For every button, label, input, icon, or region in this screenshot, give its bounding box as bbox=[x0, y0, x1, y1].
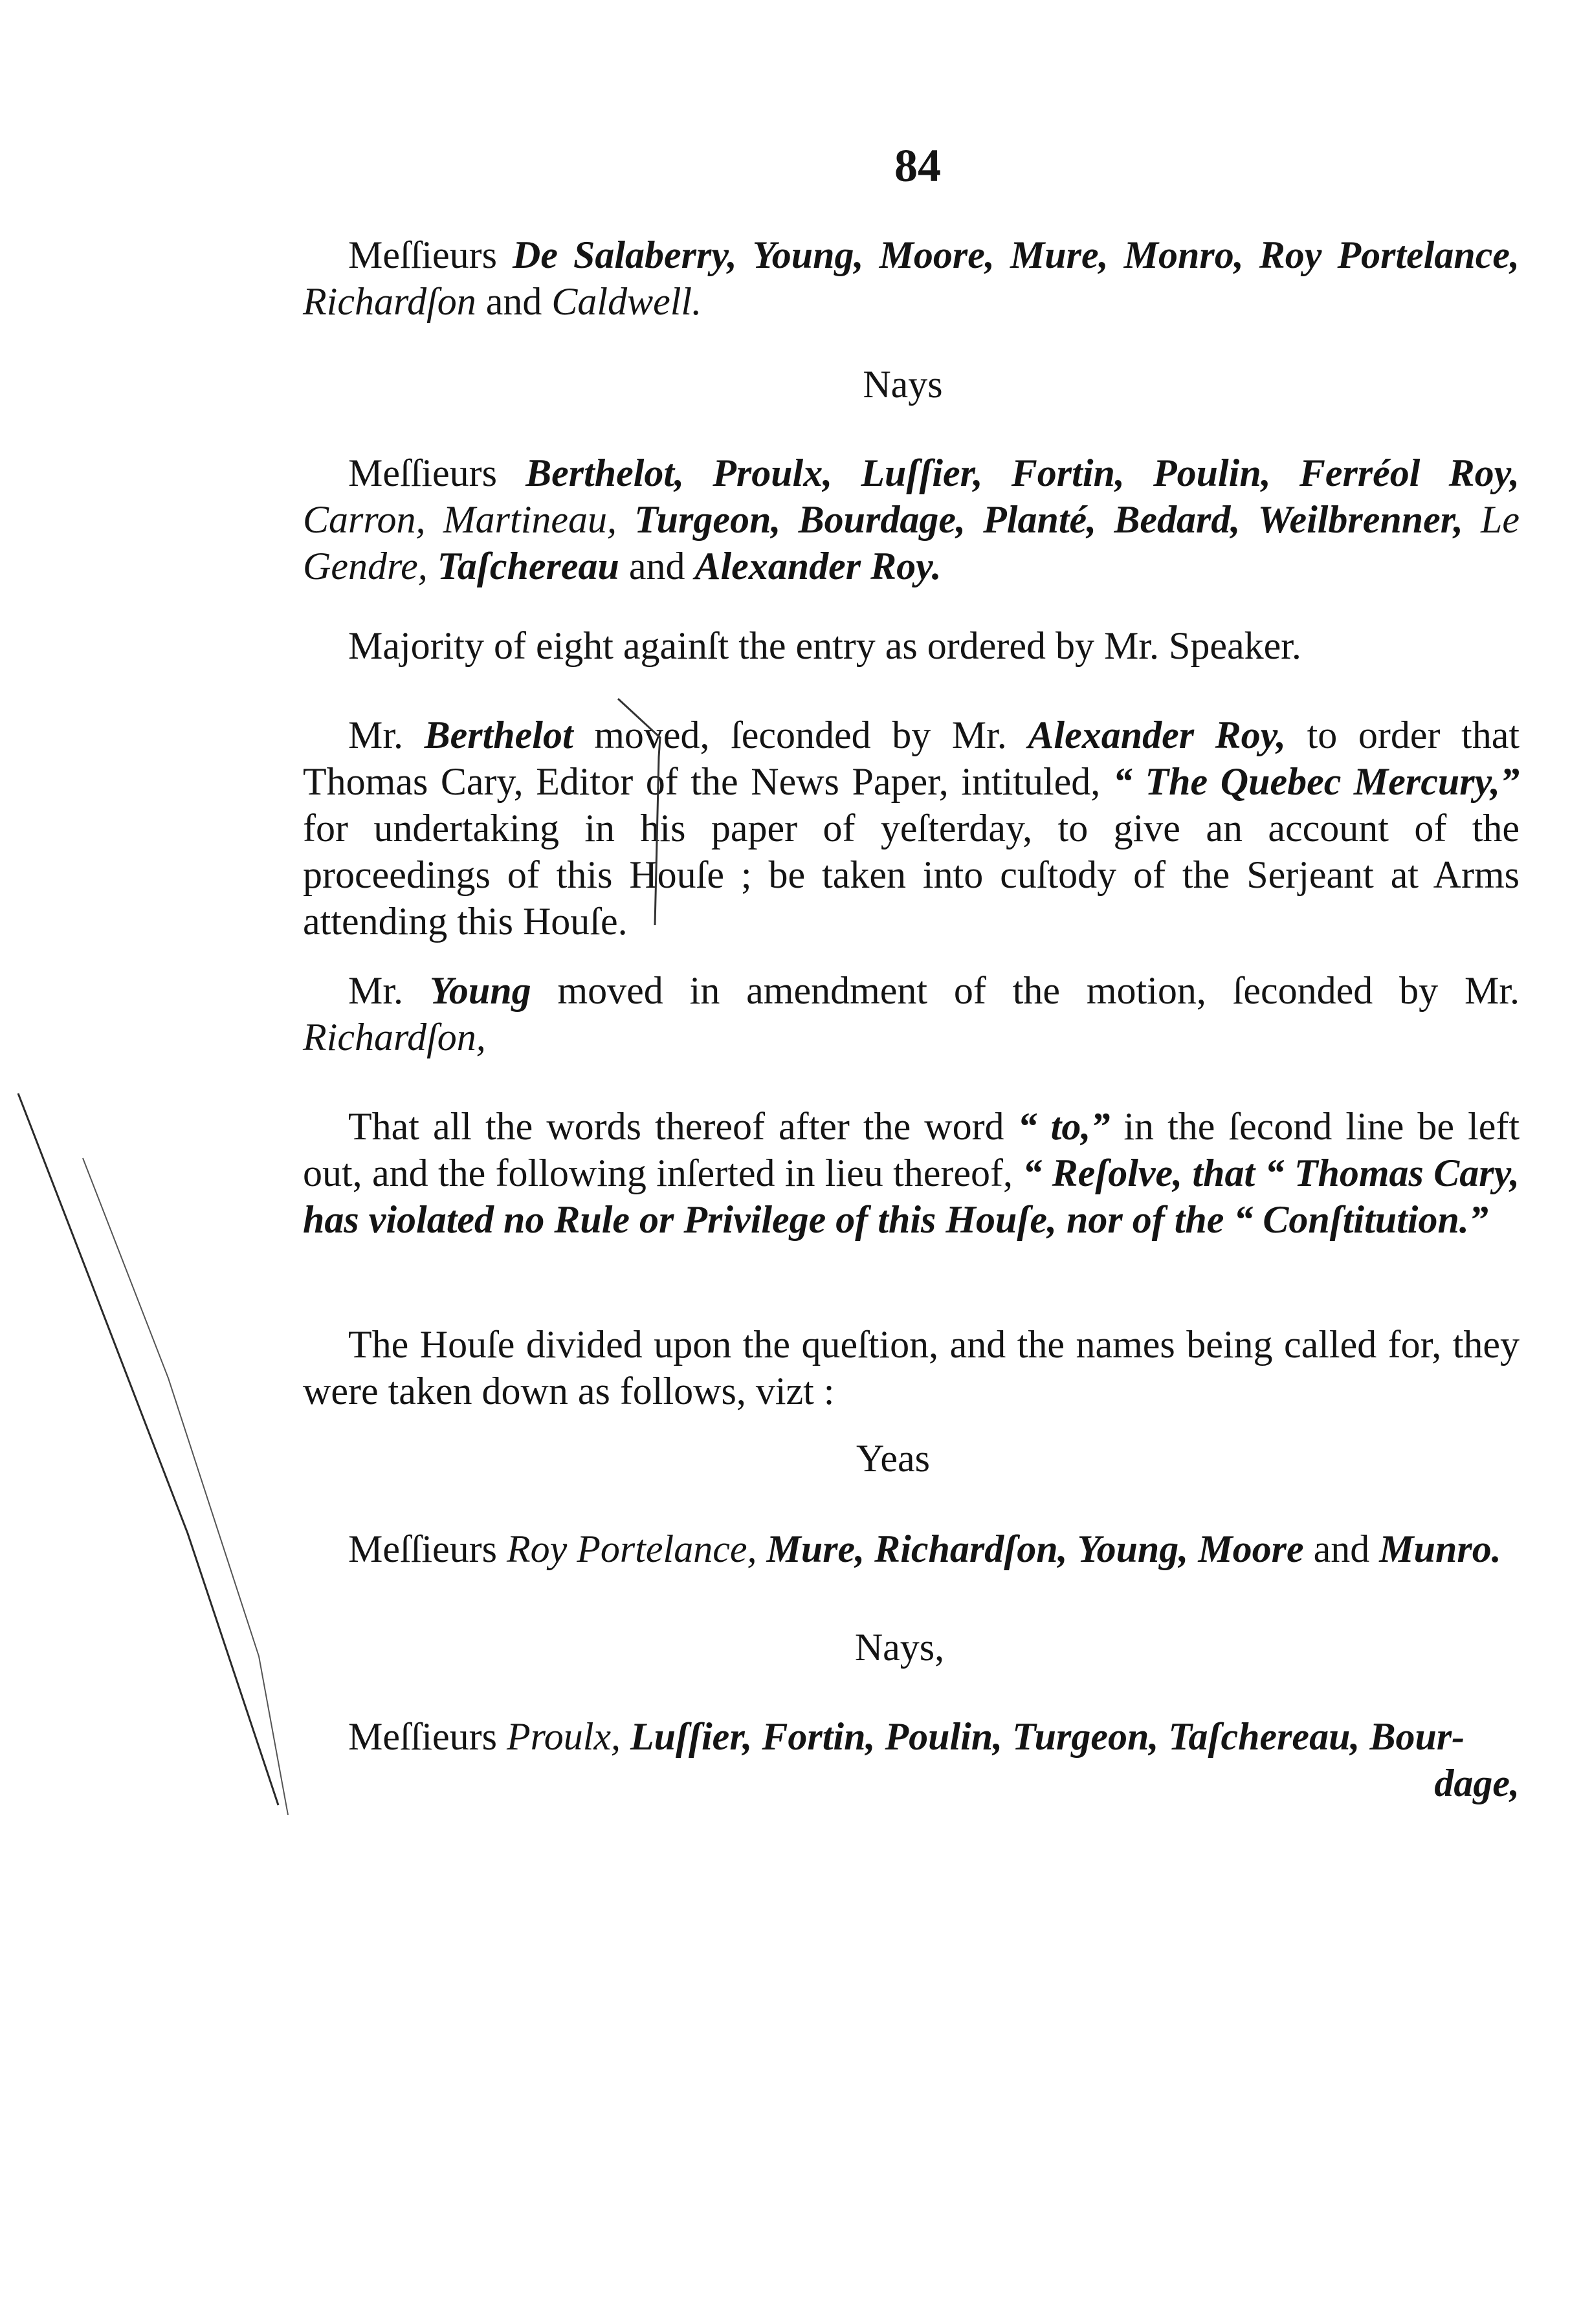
member-name: Monro, bbox=[1123, 234, 1244, 276]
member-name: Young, bbox=[1077, 1528, 1189, 1570]
member-name: Luſſier, bbox=[861, 452, 983, 494]
member-name: Bour- bbox=[1369, 1715, 1465, 1758]
member-name: Caldwell. bbox=[551, 280, 702, 323]
member-name: Poulin, bbox=[1153, 452, 1271, 494]
mover-name: Young bbox=[429, 969, 531, 1012]
motion-text: to order that Thomas Cary, Editor of the News Paper, intituled, bbox=[303, 714, 1520, 803]
member-name: Proulx, bbox=[506, 1715, 621, 1758]
member-name: Weilbrenner, bbox=[1257, 498, 1463, 541]
heading-nays: Nays bbox=[863, 363, 943, 406]
list-joiner: and bbox=[1313, 1528, 1370, 1570]
motion-text: for undertaking in his paper of yeſterday, to give an account of the proceedings of this Houſe ; be taken into cuſtody of the Serjeant at Arms attending this Houſe. bbox=[303, 807, 1520, 943]
member-name: Planté, bbox=[983, 498, 1097, 541]
heading-yeas: Yeas bbox=[856, 1437, 930, 1480]
motion-text: Mr. bbox=[348, 714, 404, 756]
quoted-word: “ to,” bbox=[1017, 1105, 1111, 1148]
member-name: Mure, bbox=[1010, 234, 1109, 276]
newspaper-title: “ The Quebec Mercury,” bbox=[1112, 760, 1520, 803]
member-name: Mure, bbox=[766, 1528, 865, 1570]
member-name: De Salaberry, bbox=[512, 234, 737, 276]
member-name: Alexander Roy. bbox=[694, 545, 942, 587]
amendment-text: moved in amendment of the motion, ſeconded by Mr. bbox=[557, 969, 1520, 1012]
member-name: Moore, bbox=[879, 234, 995, 276]
member-name: Richardſon bbox=[303, 280, 476, 323]
member-name: Berthelot, bbox=[525, 452, 685, 494]
member-name: Taſchereau bbox=[437, 545, 619, 587]
mover-name: Berthelot bbox=[424, 714, 573, 756]
member-name: Roy Portelance, bbox=[1259, 234, 1520, 276]
list-start: Meſſieurs bbox=[348, 234, 497, 276]
member-name: Turgeon, bbox=[634, 498, 781, 541]
seconder-name: Richardſon, bbox=[303, 1016, 486, 1058]
member-name: Fortin, bbox=[1011, 452, 1125, 494]
division-paragraph: The Houſe divided upon the queſtion, and the names being called for, they were taken down as follows, vizt : bbox=[303, 1323, 1520, 1412]
member-name: Roy Portelance, bbox=[506, 1528, 757, 1570]
list-start: Meſſieurs bbox=[348, 1528, 497, 1570]
amendment-text: Mr. bbox=[348, 969, 404, 1012]
inserted-pen-line bbox=[618, 699, 660, 925]
member-name: Bourdage, bbox=[798, 498, 966, 541]
member-name: Carron, bbox=[303, 498, 426, 541]
member-name: Richardſon, bbox=[874, 1528, 1068, 1570]
member-name: Poulin, bbox=[885, 1715, 1003, 1758]
seconder-name: Alexander Roy, bbox=[1028, 714, 1287, 756]
catchword: dage, bbox=[1434, 1762, 1520, 1804]
list-start: Meſſieurs bbox=[348, 452, 497, 494]
heading-nays-2: Nays, bbox=[854, 1626, 945, 1669]
list-joiner: and bbox=[628, 545, 685, 587]
resolution-text: in the ſecond line be left out, and the following inſerted in lieu thereof, bbox=[303, 1105, 1520, 1194]
resolution-quote: “ Reſolve, that “ Thomas Cary, has violated no Rule or Privilege of this Houſe, nor of the “ Conſtitution.” bbox=[303, 1152, 1520, 1241]
list-joiner: and bbox=[485, 280, 542, 323]
member-name: Taſchereau, bbox=[1168, 1715, 1360, 1758]
member-name: Bedard, bbox=[1114, 498, 1241, 541]
member-name: Ferréol Roy, bbox=[1299, 452, 1520, 494]
member-name: Fortin, bbox=[762, 1715, 876, 1758]
diagonal-pen-stroke bbox=[18, 1093, 278, 1805]
member-name: Young, bbox=[752, 234, 864, 276]
member-name: Proulx, bbox=[713, 452, 833, 494]
diagonal-pen-stroke-faint bbox=[83, 1158, 288, 1815]
resolution-text: That all the words thereof after the word bbox=[348, 1105, 1004, 1148]
member-name: Moore bbox=[1198, 1528, 1304, 1570]
member-name: Martineau, bbox=[443, 498, 617, 541]
member-name: Luſſier, bbox=[630, 1715, 753, 1758]
member-name: Le Gendre, bbox=[303, 498, 1520, 587]
motion-text: moved, ſeconded by Mr. bbox=[594, 714, 1007, 756]
member-name: Munro. bbox=[1379, 1528, 1501, 1570]
majority-statement: Majority of eight againſt the entry as ordered by Mr. Speaker. bbox=[348, 624, 1301, 667]
list-start: Meſſieurs bbox=[348, 1715, 497, 1758]
page-number: 84 bbox=[894, 140, 941, 192]
member-name: Turgeon, bbox=[1012, 1715, 1159, 1758]
